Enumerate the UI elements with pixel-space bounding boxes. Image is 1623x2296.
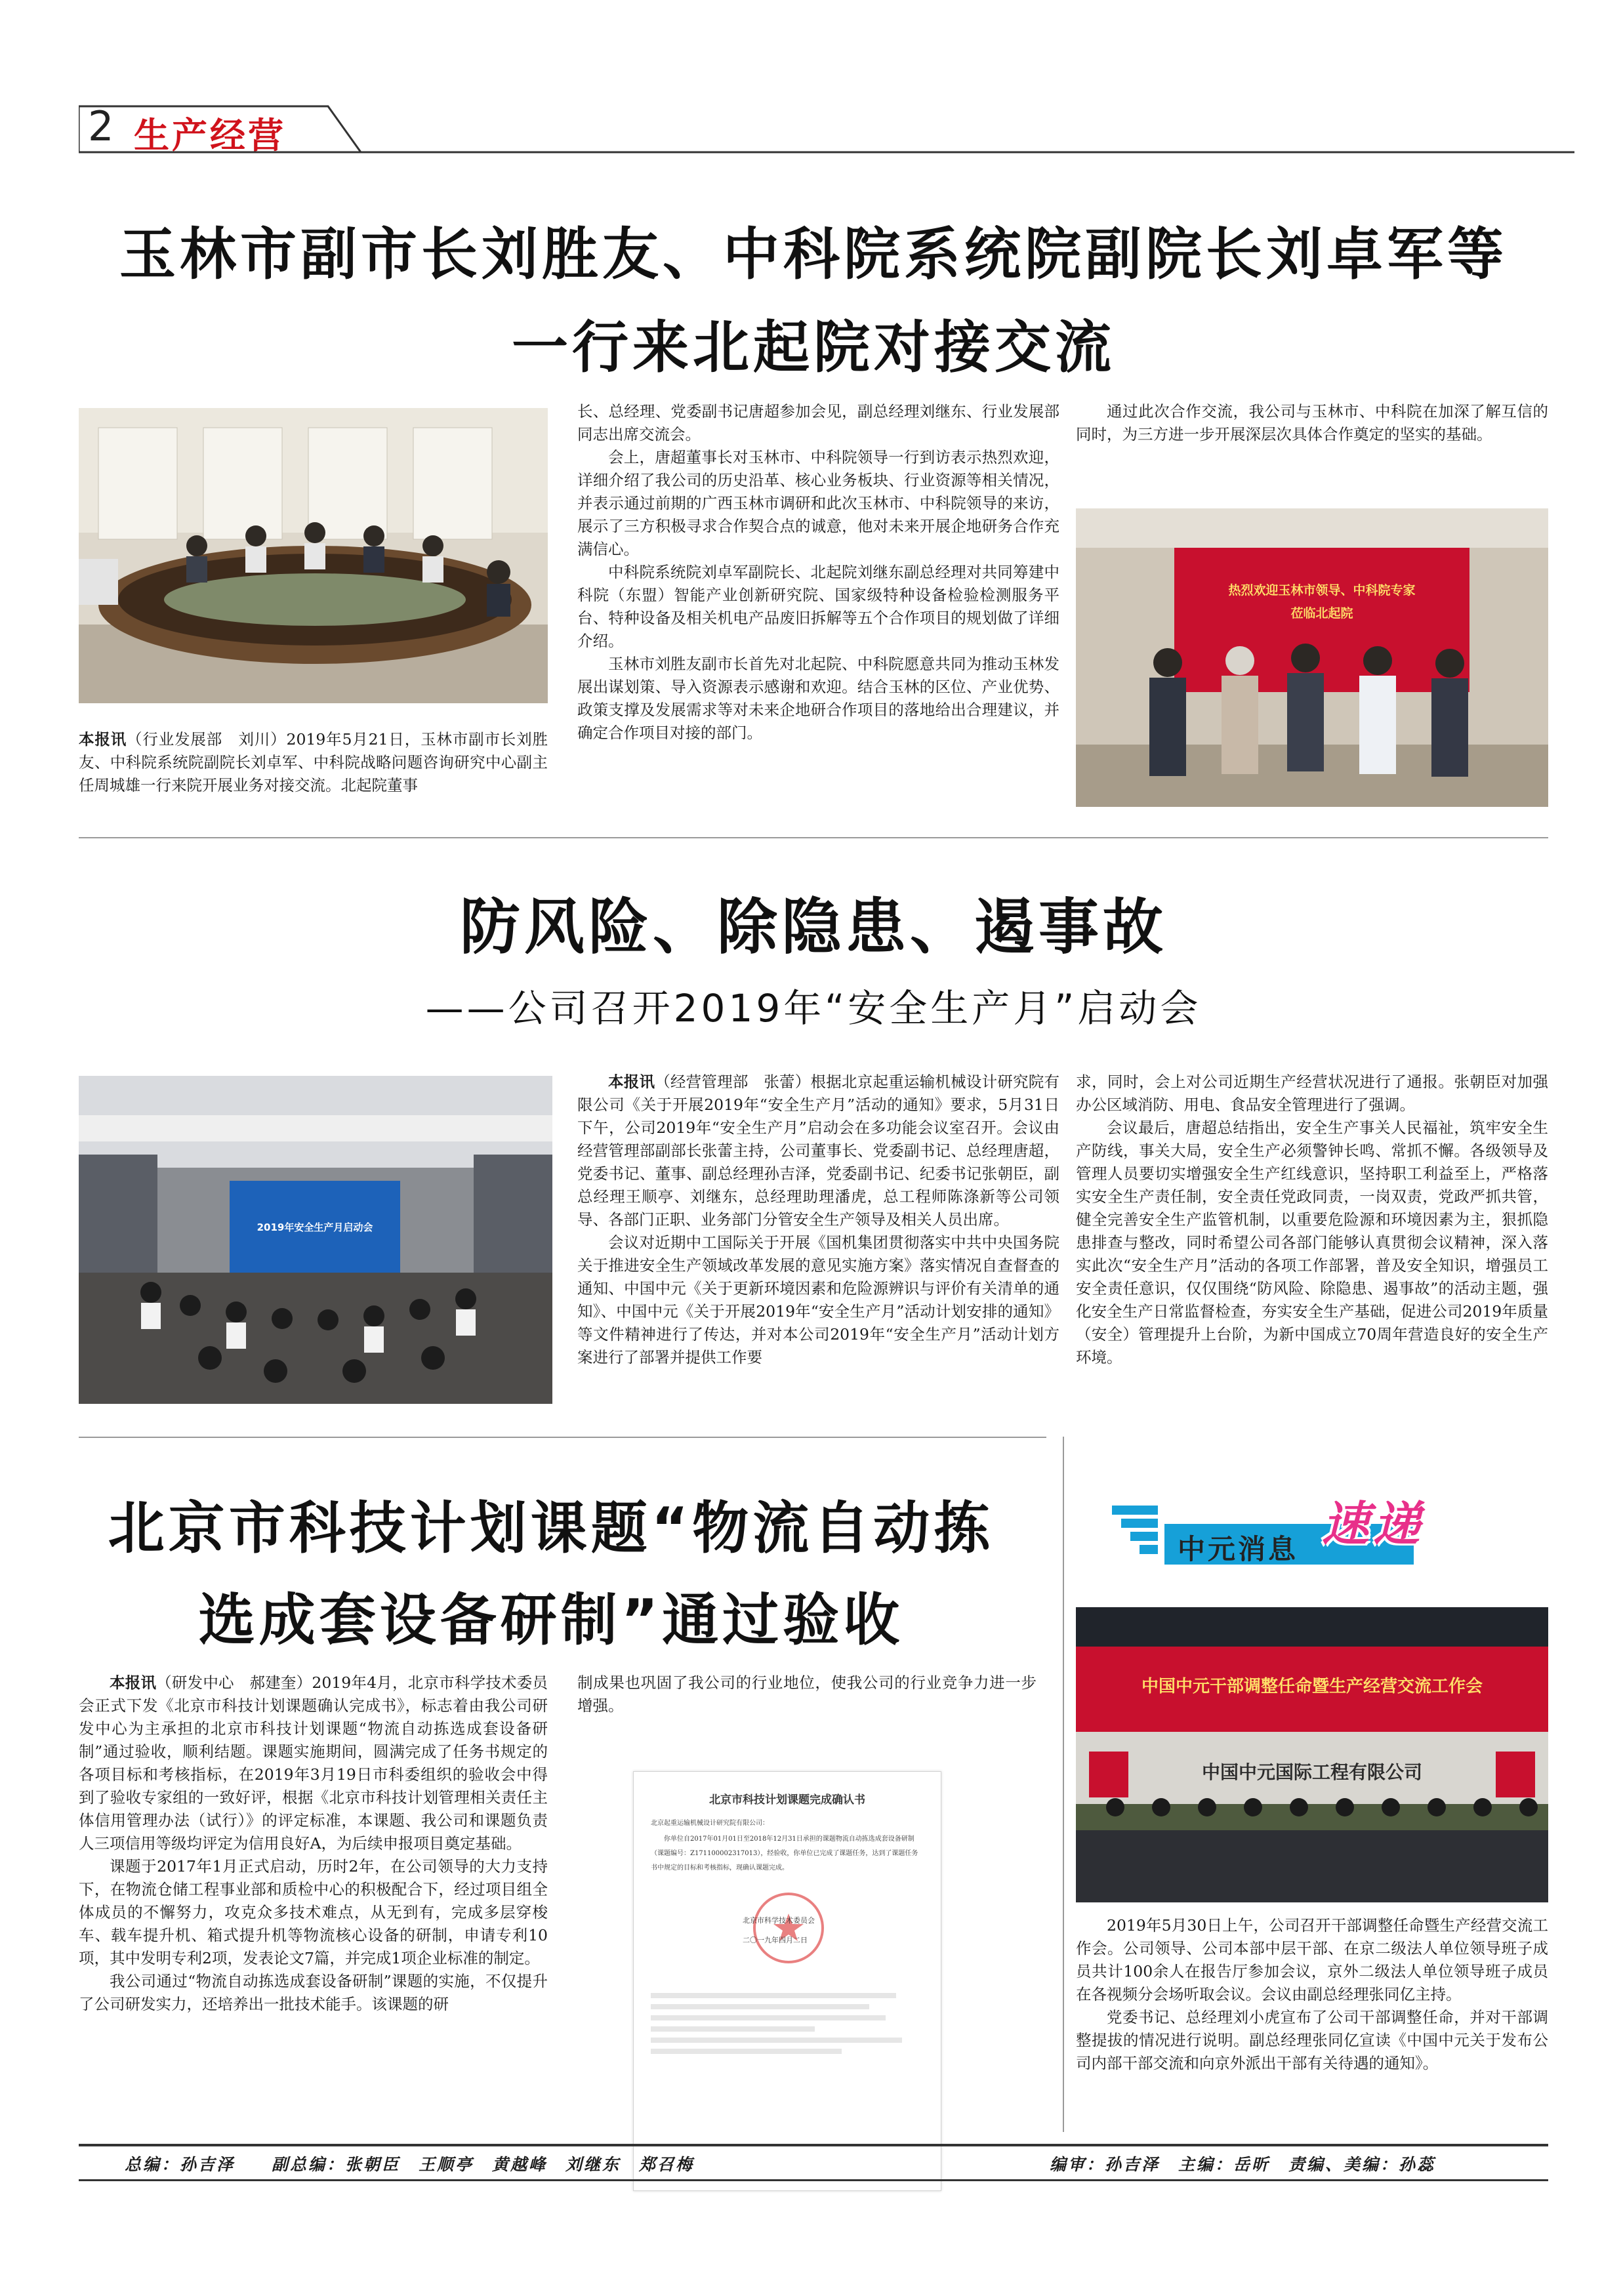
article3-col1-p2: 课题于2017年1月正式启动，历时2年，在公司领导的大力支持下，在物流仓储工程事业部和质检中心的积极配合下，经过项目组全体成员的不懈努力，攻克众多技术难点，从无到有，完成多层穿梭车、载车提升机、箱式提升机等物流核心设备的研制，申请专利10项，其中发明专利2项，发表论文7篇，并完成1项企业标准的制定。: [79, 1857, 548, 1967]
screen-text: 2019年安全生产月启动会: [257, 1221, 373, 1233]
section-title: 生产经营: [134, 115, 286, 156]
article2-meeting-photo: [79, 1076, 552, 1404]
header-rule-graphic: [79, 98, 1574, 157]
article1-col1-body: （行业发展部 刘川）2019年5月21日，玉林市副市长刘胜友、中科院系统院副院长刘卓军、中科院战略问题咨询研究中心副主任周城雄一行来院开展业务对接交流。北起院董事: [79, 730, 548, 794]
article1-col2-p2: 会上，唐超董事长对玉林市、中科院领导一行到访表示热烈欢迎，详细介绍了我公司的历史沿革、核心业务板块、行业资源等相关情况，并表示通过前期的广西玉林市调研和此次玉林市、中科院领导的来访，展示了三方积极寻求合作契合点的诚意，他对未来开展企地研务合作充满信心。: [577, 448, 1059, 558]
certificate-notes: [651, 1993, 924, 2054]
certificate-document: [633, 1771, 941, 2191]
article2-col2-p2: 会议对近期中工国际关于开展《国机集团贯彻落实中共中央国务院关于推进安全生产领域改革发展的意见实施方案》落实情况自查督查的通知、中国中元《关于更新环境因素和危险源辨识与评价有关清单的通知》、中国中元《关于开展2019年“安全生产月”活动计划安排的通知》等文件精神进行了传达，并对本公司2019年“安全生产月”活动计划方案进行了部署并提供工作要: [577, 1233, 1059, 1366]
certificate-signature: 北京市科学技术委员会: [743, 1916, 815, 1925]
article1-meeting-photo: [79, 408, 548, 703]
news-p1: 2019年5月30日上午，公司召开干部调整任命暨生产经营交流工作会。公司领导、公司本部中层干部、在京二级法人单位领导班子成员共计100余人在报告厅参加会议，京外二级法人单位领导班子成员在各视频分会场听取会议。会议由副总经理张同亿主持。: [1076, 1916, 1548, 2003]
footer-editors: 总编：孙吉泽 副总编：张朝臣 王顺亭 黄越峰 刘继东 郑召梅: [125, 2155, 695, 2174]
article3-title-line2: 选成套设备研制”通过验收: [198, 1588, 904, 1653]
article1-title-line1: 玉林市副市长刘胜友、中科院系统院副院长刘卓军等: [119, 222, 1508, 287]
article3-col1-p1: （研发中心 郝建奎）2019年4月，北京市科学技术委员会正式下发《北京市科技计划课题确认完成书》，标志着由我公司研发中心为主承担的北京市科技计划课题“物流自动拣选成套设备研制”通过验收，顺利结题。课题实施期间，圆满完成了任务书规定的各项目标和考核指标，在2019年3月19日市科委组织的验收会中得到了验收专家组的一致好评，根据《北京市科技计划管理相关责任主体信用管理办法（试行）》的评定标准，本课题、我公司和课题负责人三项信用等级均评定为信用良好A，为后续申报项目奠定基础。: [79, 1673, 548, 1853]
footer-staff: 编审：孙吉泽 主编：岳昕 责编、美编：孙蕊: [1050, 2155, 1436, 2174]
news-banner-text: 中国中元干部调整任命暨生产经营交流工作会: [1141, 1677, 1483, 1696]
article1-col2-p1: 长、总经理、党委副书记唐超参加会见，副总经理刘继东、行业发展部同志出席交流会。: [577, 402, 1059, 443]
certificate-body: 你单位自2017年01月01日至2018年12月31日承担的课题物流自动拣选成套设备研制（课题编号：Z171100002317013），经验收，你单位已完成了课题任务，达到了课题任务书中规定的目标和考核指标，现确认课题完成。: [651, 1835, 918, 1872]
footer-rule-bottom: [79, 2179, 1548, 2181]
article3-col1-lead: 本报讯: [110, 1673, 157, 1692]
certificate-seal: [651, 1889, 924, 1987]
article1-col2-p3: 中科院系统院刘卓军副院长、北起院刘继东副总经理对共同筹建中科院（东盟）智能产业创新研究院、国家级特种设备检验检测服务平台、特种设备及相关机电产品废旧拆解等五个合作项目的规划做了详细介绍。: [577, 563, 1059, 650]
column-divider: [1063, 1437, 1064, 2132]
article2-col3: [1076, 1071, 1548, 1369]
article2-subtitle: ——公司召开2019年“安全生产月”启动会: [425, 986, 1202, 1031]
article3-col1: [79, 1671, 548, 2016]
article2-col3-p2: 会议最后，唐超总结指出，安全生产事关人民福祉，筑牢安全生产防线，事关大局，安全生产必须警钟长鸣、常抓不懈。各级领导及管理人员要切实增强安全生产红线意识，坚持职工利益至上，严格落实安全生产责任制，安全责任党政同责，一岗双责，党政严抓共管，健全完善安全生产监管机制，以重要危险源和环境因素为主，狠抓隐患排查与整改，同时希望公司各部门能够认真贯彻会议精神，深入落实此次“安全生产月”活动的各项工作部署，普及安全知识，增强员工安全责任意识，仅仅围绕“防风险、除隐患、遏事故”的活动主题，强化安全生产日常监督检查，夯实安全生产基础，促进公司2019年质量（安全）管理提升上台阶，为新中国成立70周年营造良好的安全生产环境。: [1076, 1118, 1548, 1366]
page-number: 2: [88, 102, 114, 150]
news-badge: [1112, 1479, 1466, 1571]
article2-col3-p1: 求，同时，会上对公司近期生产经营状况进行了通报。张朝臣对加强办公区域消防、用电、食品安全管理进行了强调。: [1076, 1073, 1548, 1114]
article1-group-photo: [1076, 508, 1548, 807]
news-sign-text: 中国中元国际工程有限公司: [1201, 1761, 1422, 1783]
article1-col2-p4: 玉林市刘胜友副市长首先对北起院、中科院愿意共同为推动玉林发展出谋划策、导入资源表示感谢和欢迎。结合玉林的区位、产业优势、政策支撑及发展需求等对未来企地研合作项目的落地给出合理建议，并确定合作项目对接的部门。: [577, 655, 1059, 742]
article2-title: 防风险、除隐患、遏事故: [459, 892, 1167, 962]
certificate-title: 北京市科技计划课题完成确认书: [709, 1794, 865, 1807]
article2-col2-p1-wrap: [577, 1071, 1059, 1231]
badge-accent-text: 速递: [1322, 1496, 1425, 1551]
banner-line1: 热烈欢迎玉林市领导、中科院专家: [1228, 583, 1416, 598]
badge-main-text: 中元消息: [1178, 1533, 1299, 1565]
divider-article1: [79, 837, 1548, 838]
article2-col2-p1: （经营管理部 张蕾）根据北京起重运输机械设计研究院有限公司《关于开展2019年“安全生产月”活动的通知》要求，5月31日下午，公司2019年“安全生产月”启动会在多功能会议室召开。会议由经营管理部副部长张蕾主持，公司董事长、党委副书记、总经理唐超，党委书记、董事、副总经理孙吉泽，党委副书记、纪委书记张朝臣，副总经理王顺亭、刘继东，总经理助理潘虎，总工程师陈涤新等公司领导、各部门正职、业务部门分管安全生产领导及相关人员出席。: [577, 1073, 1060, 1229]
article1-col3-p1: 通过此次合作交流，我公司与玉林市、中科院在加深了解互信的同时，为三方进一步开展深层次具体合作奠定的坚实的基础。: [1076, 402, 1548, 443]
article2-col2: [577, 1071, 1059, 1369]
certificate-date: 二〇一九年四月二日: [743, 1936, 808, 1944]
article1-title-line2: 一行来北起院对接交流: [512, 315, 1115, 380]
article1-col3: [1076, 400, 1548, 446]
article1-col2: [577, 400, 1059, 745]
article3-col1-p3: 我公司通过“物流自动拣选成套设备研制”课题的实施，不仅提升了公司研发实力，还培养出一批技术能手。该课题的研: [79, 1972, 548, 2013]
article3-col2: [577, 1671, 1037, 1717]
article1-col1-text: [79, 728, 548, 797]
article3-col2-p1: 制成果也巩固了我公司的行业地位，使我公司的行业竞争力进一步增强。: [577, 1673, 1037, 1715]
certificate-recipient: 北京起重运输机械设计研究院有限公司：: [651, 1820, 769, 1827]
article3-title-line1: 北京市科技计划课题“物流自动拣: [108, 1496, 995, 1561]
page-header: [79, 98, 1574, 157]
news-p2: 党委书记、总经理刘小虎宣布了公司干部调整任命，并对干部调整提拔的情况进行说明。副总经理张同亿宣读《中国中元关于发布公司内部干部交流和向京外派出干部有关待遇的通知》。: [1076, 2008, 1548, 2072]
seal-icon: [749, 1889, 828, 1967]
news-conference-photo: [1076, 1607, 1548, 1902]
divider-article2: [79, 1437, 1046, 1438]
article3-col1-p1-wrap: [79, 1671, 548, 1855]
banner-line2: 莅临北起院: [1290, 606, 1353, 621]
article1-col1-lead: 本报讯: [79, 730, 127, 748]
article2-col2-lead: 本报讯: [608, 1073, 655, 1091]
footer-rule-top: [79, 2144, 1548, 2146]
news-text: [1076, 1914, 1548, 2075]
